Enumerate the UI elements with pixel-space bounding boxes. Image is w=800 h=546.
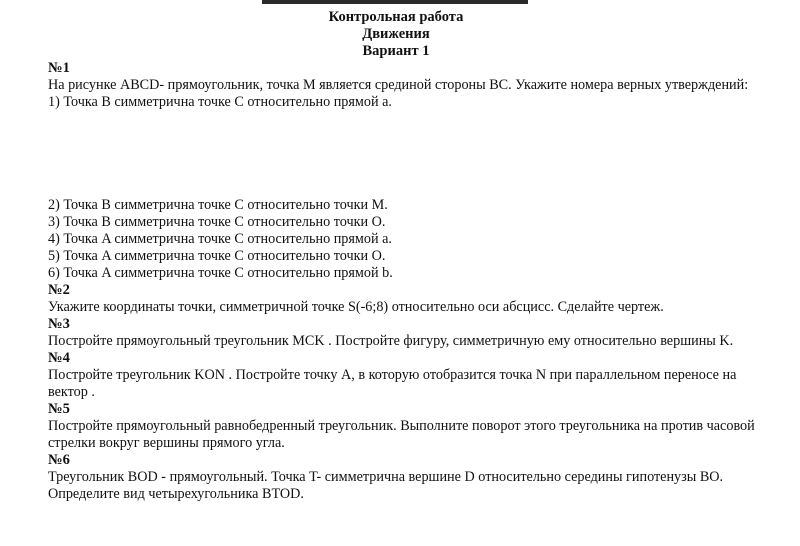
task-4-text: Постройте треугольник KON . Постройте точку A, в которую отобразится точка N при параллельном переносе на вектор .: [48, 367, 737, 400]
task-2-number: №2: [48, 282, 70, 298]
task-1-item-2: 2) Точка B симметрична точке C относительно точки M.: [48, 197, 388, 213]
task-3-number: №3: [48, 316, 70, 332]
task-1-intro: На рисунке ABCD- прямоугольник, точка M является срединой стороны BC. Укажите номера верных утверждений:: [48, 77, 749, 93]
doc-variant: Вариант 1: [362, 43, 430, 59]
doc-title: Контрольная работа: [328, 9, 464, 25]
task-1-item-1: 1) Точка B симметрична точке C относительно прямой a.: [48, 94, 392, 110]
task-5-number: №5: [48, 401, 70, 417]
task-1-item-6: 6) Точка A симметрична точке C относительно прямой b.: [48, 265, 393, 281]
task-1-number: №1: [48, 60, 70, 76]
top-edge-bar: [262, 0, 528, 4]
task-3-text: Постройте прямоугольный треугольник MCK . Постройте фигуру, симметричную ему относительно вершины K.: [48, 333, 734, 349]
task-4-number: №4: [48, 350, 70, 366]
task-1-item-3: 3) Точка B симметрична точке C относительно точки O.: [48, 214, 386, 230]
task-1-item-5: 5) Точка A симметрична точке C относительно точки O.: [48, 248, 386, 264]
worksheet: [48, 9, 768, 503]
task-5-text: Постройте прямоугольный равнобедренный треугольник. Выполните поворот этого треугольника на против часовой стрелки вокруг вершины прямого угла.: [48, 418, 755, 451]
figure-placeholder: [48, 111, 768, 197]
task-1-item-4: 4) Точка A симметрична точке C относительно прямой a.: [48, 231, 392, 247]
task-6-number: №6: [48, 452, 70, 468]
task-6-text: Треугольник BOD - прямоугольный. Точка T- симметрична вершине D относительно середины гипотенузы BO. Определите вид четырехугольника BTOD.: [48, 469, 724, 502]
task-2-text: Укажите координаты точки, симметричной точке S(-6;8) относительно оси абсцисс. Сделайте чертеж.: [48, 299, 664, 315]
doc-subtitle: Движения: [362, 26, 430, 42]
